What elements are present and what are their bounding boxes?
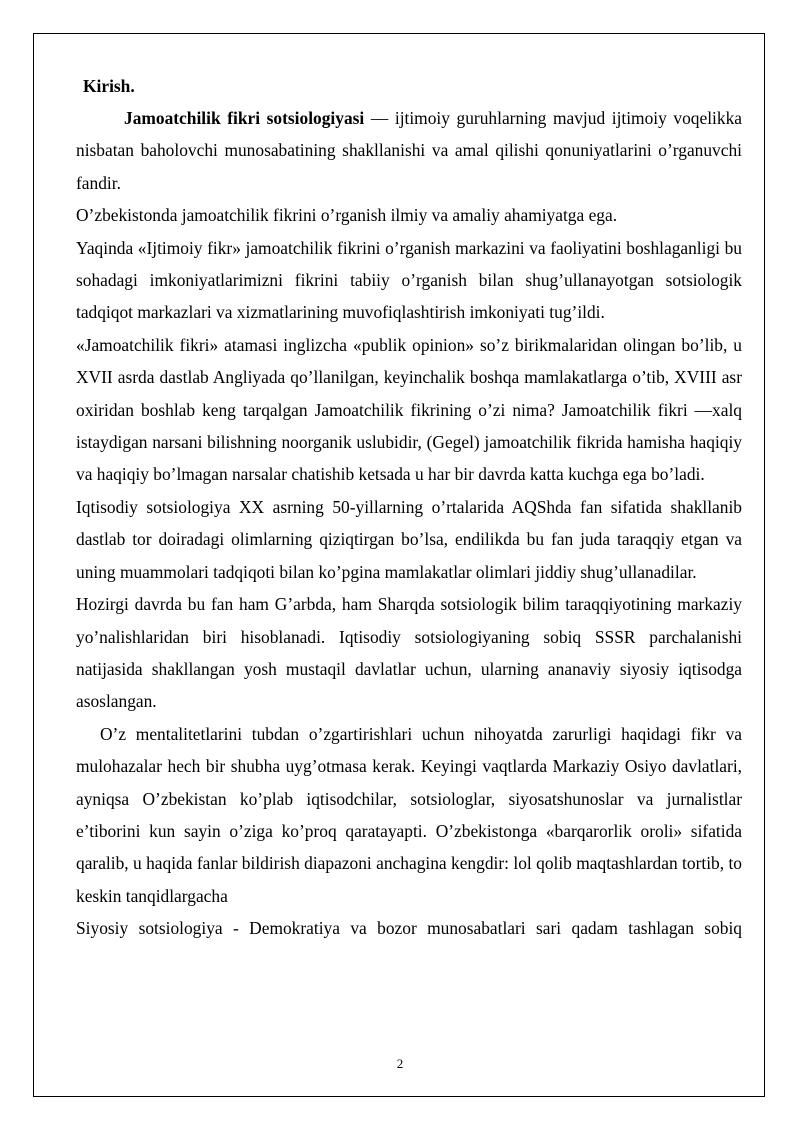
paragraph-last-line: Siyosiy sotsiologiya - Demokratiya va bozor munosabatlari sari qadam tashlagan sobiq	[76, 918, 742, 939]
paragraph: Hozirgi davrda bu fan ham G’arbda, ham Sharqda sotsiologik bilim taraqqiyotining markaziy yo’nalishlaridan biri hisoblanadi. Iqtisodiy sotsiologiyaning sobiq SSSR parchalanishi natijasida shakllangan yosh mustaqil davlatlar uchun, ularning ananaviy siyosiy iqtisodga asoslangan.	[76, 594, 742, 712]
page-number: 2	[396, 1056, 404, 1071]
intro-text: — ijtimoiy guruhlarning mavjud ijtimoiy voqelikka nisbatan baholovchi munosabatining shakllanishi va amal qilishi qonuniyatlarini o’rganuvchi fandir.	[76, 108, 742, 193]
intro-paragraph	[76, 102, 742, 199]
paragraph: Yaqinda «Ijtimoiy fikr» jamoatchilik fikrini o’rganish markazini va faoliyatini boshlaganligi bu sohadagi imkoniyatlarimizni fikrini tabiiy o’rganish bilan shug’ullanayotgan sotsiologik tadqiqot markazlari va xizmatlarining muvofiqlashtirish imkoniyati tug’ildi.	[76, 237, 742, 323]
paragraph: O’z mentalitetlarini tubdan o’zgartirishlari uchun nihoyatda zarurligi haqidagi fikr va mulohazalar hech bir shubha uyg’otmasa kerak. Keyingi vaqtlarda Markaziy Osiyo davlatlari, ayniqsa O’zbekistan ko’plab iqtisodchilar, sotsiologlar, siyosatshunoslar va jurnalistlar e’tiborini kun sayin o’ziga ko’proq qaratayapti. O’zbekistonga «barqarorlik oroli» sifatida qaralib, u haqida fanlar bildirish diapazoni anchagina kengdir: lol qolib maqtashlardan tortib, to keskin tanqidlargacha	[76, 723, 742, 906]
paragraph: O’zbekistonda jamoatchilik fikrini o’rganish ilmiy va amaliy ahamiyatga ega.	[76, 205, 618, 226]
intro-term: Jamoatchilik fikri sotsiologiyasi	[124, 108, 365, 128]
document-body	[76, 70, 742, 945]
paragraph: «Jamoatchilik fikri» atamasi inglizcha «publik opinion» so’z birikmalaridan olingan bo’lib, u XVII asrda dastlab Angliyada qo’llanilgan, keyinchalik boshqa mamlakatlarga o’tib, XVIII asr oxiridan boshlab keng tarqalgan Jamoatchilik fikrining o’zi nima? Jamoatchilik fikri —xalq istaydigan narsani bilishning noorganik uslubidir, (Gegel) jamoatchilik fikrida hamisha haqiqiy va haqiqiy bo’lmagan narsalar chatishib ketsada u har bir davrda katta kuchga ega bo’ladi.	[76, 334, 742, 485]
section-heading: Kirish.	[83, 76, 135, 96]
paragraph: Iqtisodiy sotsiologiya XX asrning 50-yillarning o’rtalarida AQShda fan sifatida shakllanib dastlab tor doiradagi olimlarning qiziqtirgan bo’lsa, endilikda bu fan juda taraqqiy etgan va uning muammolari tadqiqoti bilan ko’pgina mamlakatlar olimlari jiddiy shug’ullanadilar.	[76, 496, 742, 582]
